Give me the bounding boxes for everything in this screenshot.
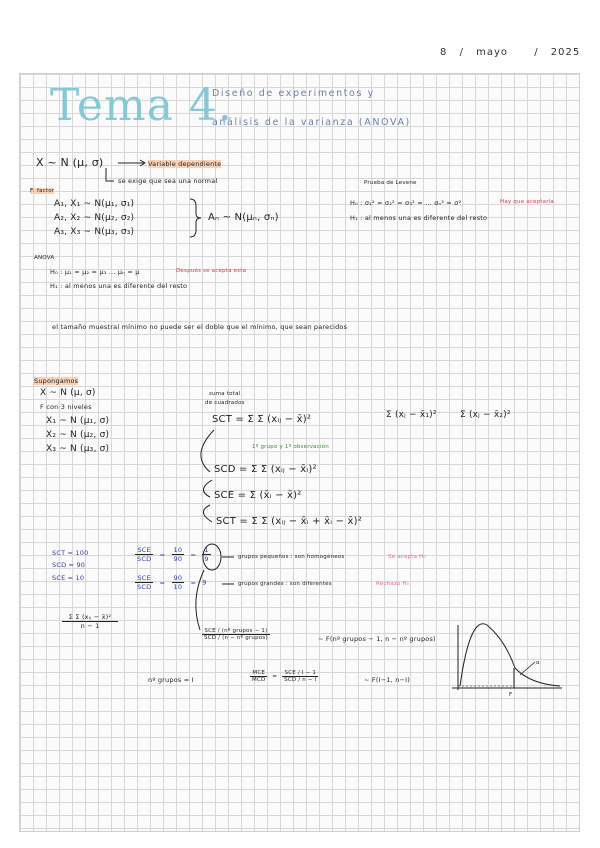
anova-label: ANOVA xyxy=(34,255,55,261)
arrow-to-fstat xyxy=(196,570,207,630)
graph-alpha: α xyxy=(536,660,540,666)
date-month: mayo xyxy=(476,47,509,58)
arrow-sce-sct xyxy=(203,505,212,522)
groups-dist: ~ F(I−1, n−I) xyxy=(364,676,411,684)
right-sum-2: Σ (xⱼ − x̄₂)² xyxy=(460,410,511,420)
right-sum-1: Σ (xⱼ − x̄₁)² xyxy=(386,410,437,420)
var-dep-label: Variable dependiente xyxy=(148,160,222,168)
intro-model: X ~ N (μ, σ) xyxy=(36,156,104,169)
example-factor: F con 3 niveles xyxy=(40,403,92,411)
sct-label-2: de cuadrados xyxy=(205,400,245,406)
note-2-result: Rechazo H₀ xyxy=(376,581,410,587)
num-sce: SCE = 10 xyxy=(52,574,85,582)
result-circle xyxy=(203,544,221,570)
ratio-2-d: 10 xyxy=(173,583,183,591)
sct-formula: SCT = Σ Σ (xᵢⱼ − x̄)² xyxy=(212,414,312,425)
ratio-2-den: SCD xyxy=(137,583,152,591)
arrow-normal xyxy=(106,168,114,181)
ratio-1-res-n: 1 xyxy=(204,546,209,554)
groups-mce: MCE xyxy=(250,670,267,677)
example-model: X ~ N (μ, σ) xyxy=(40,388,96,398)
date-sep-2: / xyxy=(534,47,539,58)
green-note: 1º grupo y 1º observación xyxy=(252,444,329,450)
sce-formula: SCE = Σ (x̄ᵢ − x̄)² xyxy=(214,490,302,501)
suppose-label: Supongamos xyxy=(34,377,79,385)
arrow-scd-sce xyxy=(203,480,212,497)
ratio-1-den: SCD xyxy=(137,555,152,563)
level-a2: A₂, X₂ ~ N(μ₂, σ₂) xyxy=(54,213,135,223)
f-stat-den: SCD / (n − nº grupos) xyxy=(204,635,268,641)
note-1: grupos pequeños : son homogéneos xyxy=(238,554,345,560)
ratio-1-res-d: 9 xyxy=(204,555,209,563)
note-2: grupos grandes : son diferentes xyxy=(238,581,332,587)
levels-brace xyxy=(190,199,201,237)
groups-mcd: MCD xyxy=(252,677,266,683)
levene-h1: H₁ : al menos una es diferente del resto xyxy=(350,214,488,222)
sample-note: el tamaño muestral mínimo no puede ser el doble que el mínimo, que sean parecidos xyxy=(52,323,348,331)
normal-req: se exige que sea una normal xyxy=(118,177,218,185)
anova-h0: H₀ : μ₁ = μ₂ = μ₃ ... μₙ = μ xyxy=(50,268,140,276)
ratio-1: $\frac{\text{SCE}}{\text{SCD}}$ = $\frac{10}{90}$ = $\frac{1}{9}$ xyxy=(137,546,209,563)
groups-ratio: $\frac{\text{MCE}}{\text{MCD}}$ = $\frac{\text{SCE / I − 1}}{\text{SCD / n − I}}$ xyxy=(252,670,317,683)
levene-h0-note: Hay que aceptarla xyxy=(500,199,554,205)
example-x3: X₃ ~ N (μ₃, σ) xyxy=(46,444,110,454)
page-title: Tema 4. xyxy=(50,80,233,131)
anova-h0-note: Después se acepta esta xyxy=(176,268,247,274)
groups-label: nº grupos = I xyxy=(148,676,194,684)
level-an: Aₙ ~ N(μₙ, σₙ) xyxy=(208,212,279,223)
groups-den: SCD / n − I xyxy=(284,677,317,683)
f-stat-num: SCE / (nº grupos − 1) xyxy=(202,628,270,635)
ratio-1-num: SCE xyxy=(135,546,153,555)
ratio-2: $\frac{\text{SCE}}{\text{SCD}}$ = $\frac{90}{10}$ = 9 xyxy=(137,574,207,591)
ratio-2-res: 9 xyxy=(202,578,207,587)
example-x1: X₁ ~ N (μ₁, σ) xyxy=(46,416,110,426)
groups-num: SCE / I − 1 xyxy=(282,670,318,677)
num-scd: SCD = 90 xyxy=(52,561,86,569)
num-sct: SCT = 100 xyxy=(52,549,89,557)
date-sep-1: / xyxy=(459,47,464,58)
levene-h0: H₀ : σ₁² = σ₂² = σ₃² = ... σₙ² = σ² xyxy=(350,199,462,207)
scd-formula: SCD = Σ Σ (xᵢⱼ − x̄ᵢ)² xyxy=(214,464,317,475)
level-a1: A₁, X₁ ~ N(μ₁, σ₁) xyxy=(54,199,135,209)
f-stat-dist: ~ F(nº grupos − 1, n − nº grupos) xyxy=(318,635,436,643)
date-day: 8 xyxy=(440,47,448,58)
title-line-2: análisis de la varianza (ANOVA) xyxy=(212,117,411,128)
levene-title: Prueba de Levene xyxy=(364,180,417,186)
f-curve xyxy=(460,624,560,686)
graph-crit: F xyxy=(509,692,513,698)
example-x2: X₂ ~ N (μ₂, σ) xyxy=(46,430,110,440)
level-a3: A₃, X₃ ~ N(μ₃, σ₃) xyxy=(54,227,135,237)
anova-h1: H₁ : al menos una es diferente del resto xyxy=(50,282,188,290)
title-line-1: Diseño de experimentos y xyxy=(212,88,375,99)
ratio-2-num: SCE xyxy=(135,574,153,583)
alpha-pointer xyxy=(520,662,535,675)
variance-num: Σ Σ (xᵢⱼ − x̄)² xyxy=(62,613,118,622)
date-year: 2025 xyxy=(550,47,581,58)
ratio-1-n: 10 xyxy=(173,546,183,554)
factor-label: F: factor xyxy=(30,188,55,194)
sct-expanded: SCT = Σ Σ (xᵢⱼ − x̄ᵢ + x̄ᵢ − x̄)² xyxy=(216,516,362,527)
variance-den: n − 1 xyxy=(80,622,100,630)
note-1-result: Se acepta H₀ xyxy=(388,554,426,560)
ratio-2-n: 90 xyxy=(173,574,183,582)
arrow-sct-scd xyxy=(201,430,214,472)
ratio-1-d: 90 xyxy=(173,555,183,563)
sct-label-1: suma total xyxy=(209,391,241,397)
